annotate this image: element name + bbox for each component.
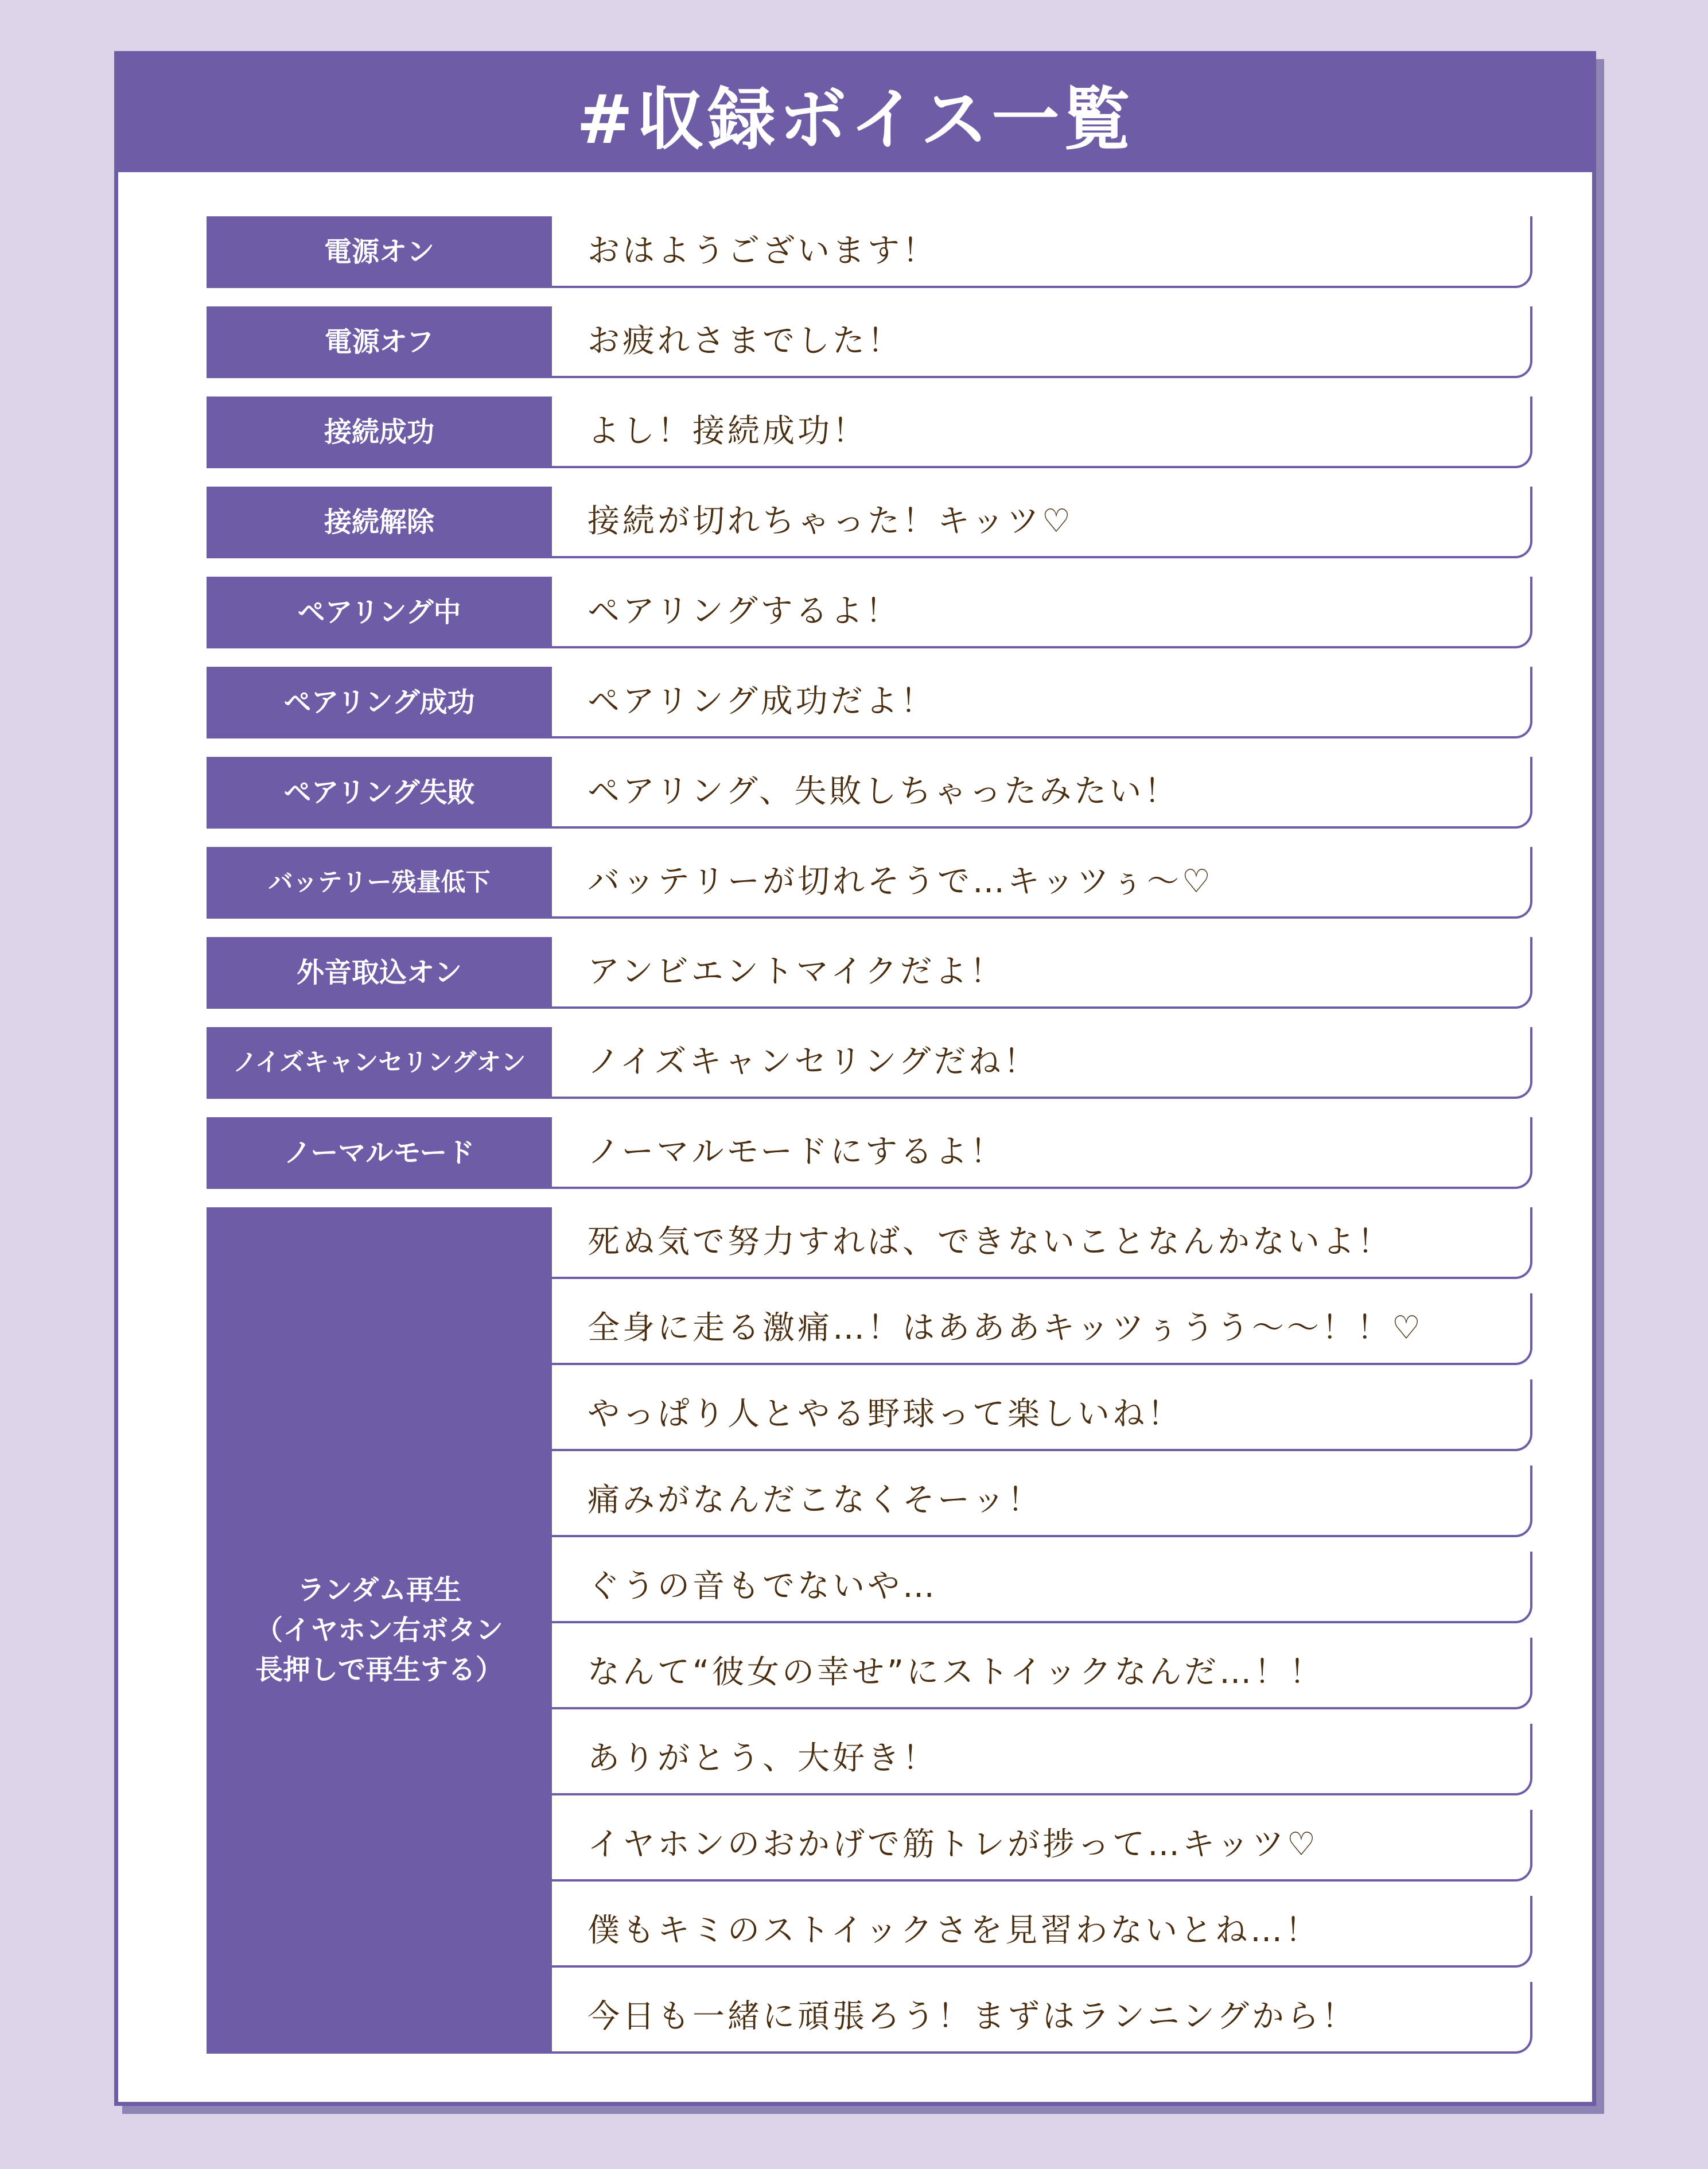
random-voice: 痛みがなんだこなくそーッ！ xyxy=(552,1466,1532,1537)
row-voice: おはようございます！ xyxy=(552,216,1532,288)
row-voice: ペアリング、失敗しちゃったみたい！ xyxy=(552,757,1532,829)
row-voice: ペアリングするよ！ xyxy=(552,577,1532,648)
table-row xyxy=(207,306,1532,378)
row-label: ペアリング成功 xyxy=(207,667,552,738)
row-label: 接続成功 xyxy=(207,397,552,468)
table-row xyxy=(207,1027,1532,1099)
table-row xyxy=(207,487,1532,558)
random-playback-group xyxy=(207,1207,1532,2054)
table-row xyxy=(207,937,1532,1009)
table-row xyxy=(207,757,1532,829)
row-label: 電源オン xyxy=(207,216,552,288)
table-row xyxy=(207,667,1532,738)
voice-table xyxy=(207,216,1532,2054)
table-row xyxy=(207,397,1532,468)
row-label: 外音取込オン xyxy=(207,937,552,1009)
row-voice: よし！接続成功！ xyxy=(552,397,1532,468)
row-voice: アンビエントマイクだよ！ xyxy=(552,937,1532,1009)
row-label: ノーマルモード xyxy=(207,1117,552,1189)
row-voice: 接続が切れちゃった！キッツ♡ xyxy=(552,487,1532,558)
random-playback-label: ランダム再生 （イヤホン右ボタン 長押しで再生する） xyxy=(207,1207,552,2054)
table-row xyxy=(207,1117,1532,1189)
row-label: 電源オフ xyxy=(207,306,552,378)
random-voice: やっぱり人とやる野球って楽しいね！ xyxy=(552,1379,1532,1451)
random-voice: イヤホンのおかげで筋トレが捗って…キッツ♡ xyxy=(552,1810,1532,1882)
row-label: ノイズキャンセリングオン xyxy=(207,1027,552,1099)
row-label: ペアリング中 xyxy=(207,577,552,648)
row-label: 接続解除 xyxy=(207,487,552,558)
random-voice: なんて“彼女の幸せ”にストイックなんだ…！！ xyxy=(552,1638,1532,1709)
header-bar xyxy=(118,55,1592,172)
row-voice: ペアリング成功だよ！ xyxy=(552,667,1532,738)
row-voice: ノイズキャンセリングだね！ xyxy=(552,1027,1532,1099)
random-voice: ぐうの音もでないや… xyxy=(552,1552,1532,1623)
random-voice: ありがとう、大好き！ xyxy=(552,1724,1532,1795)
row-voice: ノーマルモードにするよ！ xyxy=(552,1117,1532,1189)
table-row xyxy=(207,216,1532,288)
row-label: ペアリング失敗 xyxy=(207,757,552,829)
table-row xyxy=(207,847,1532,919)
table-row xyxy=(207,577,1532,648)
voice-list-card xyxy=(114,51,1596,2106)
row-voice: バッテリーが切れそうで…キッツぅ～♡ xyxy=(552,847,1532,919)
row-label: バッテリー残量低下 xyxy=(207,847,552,919)
random-voice: 全身に走る激痛…！はあああキッツぅうう～～！！♡ xyxy=(552,1293,1532,1365)
page-title: #収録ボイス一覧 xyxy=(576,80,1134,159)
random-voice: 僕もキミのストイックさを見習わないとね…！ xyxy=(552,1896,1532,1968)
random-voice: 今日も一緒に頑張ろう！まずはランニングから！ xyxy=(552,1982,1532,2054)
random-voice: 死ぬ気で努力すれば、できないことなんかないよ！ xyxy=(552,1207,1532,1279)
row-voice: お疲れさまでした！ xyxy=(552,306,1532,378)
